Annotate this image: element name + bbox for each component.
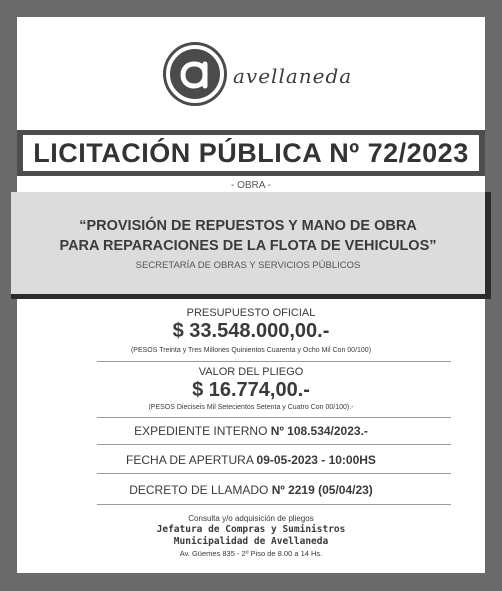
budget-label: PRESUPUESTO OFICIAL — [186, 307, 316, 319]
title-box — [23, 135, 479, 171]
category-label: - OBRA - — [230, 180, 271, 191]
expediente-value: Nº 108.534/2023.- — [270, 424, 368, 438]
logo-wordmark: avellaneda — [233, 64, 353, 88]
divider — [97, 417, 451, 418]
fee-amount: $ 16.774,00.- — [192, 379, 310, 401]
budget-words: (PESOS Treinta y Tres Millones Quinientos Cuarenta y Ocho Mil Con 00/100) — [130, 347, 372, 354]
footer-line-4: Av. Güemes 835 - 2º Piso de 8.00 a 14 Hs. — [179, 549, 323, 558]
divider — [97, 361, 451, 362]
footer-line-3: Municipalidad de Avellaneda — [173, 536, 329, 547]
subject-office: SECRETARÍA DE OBRAS Y SERVICIOS PÚBLICOS — [135, 260, 361, 271]
footer-line-1: Consulta y/o adquisición de pliegos — [188, 514, 314, 523]
subject-line-2: PARA REPARACIONES DE LA FLOTA DE VEHICULOS” — [59, 238, 437, 254]
expediente-row — [17, 424, 485, 438]
decreto-value: Nº 2219 (05/04/23) — [271, 483, 373, 497]
municipality-logo — [163, 42, 363, 112]
apertura-row — [17, 453, 485, 467]
apertura-label: FECHA DE APERTURA — [126, 453, 254, 467]
logo-a-icon — [163, 42, 227, 106]
subject-line-1: “PROVISIÓN DE REPUESTOS Y MANO DE OBRA — [79, 218, 417, 234]
notice-card — [17, 17, 485, 573]
fee-words: (PESOS Dieciseis Mil Setecientos Setenta y Cuatro Con 00/100).- — [148, 404, 354, 411]
divider — [97, 444, 451, 445]
expediente-label: EXPEDIENTE INTERNO — [134, 424, 268, 438]
subject-block — [11, 192, 485, 294]
budget-amount: $ 33.548.000,00.- — [172, 320, 330, 342]
divider — [97, 473, 451, 474]
decreto-label: DECRETO DE LLAMADO — [129, 483, 269, 497]
fee-label: VALOR DEL PLIEGO — [198, 366, 304, 378]
footer-line-2: Jefatura de Compras y Suministros — [156, 524, 346, 535]
apertura-value: 09-05-2023 - 10:00HS — [256, 453, 376, 467]
title-band — [17, 130, 485, 176]
page-title: LICITACIÓN PÚBLICA Nº 72/2023 — [33, 138, 469, 168]
divider — [97, 504, 451, 505]
decreto-row — [17, 483, 485, 497]
